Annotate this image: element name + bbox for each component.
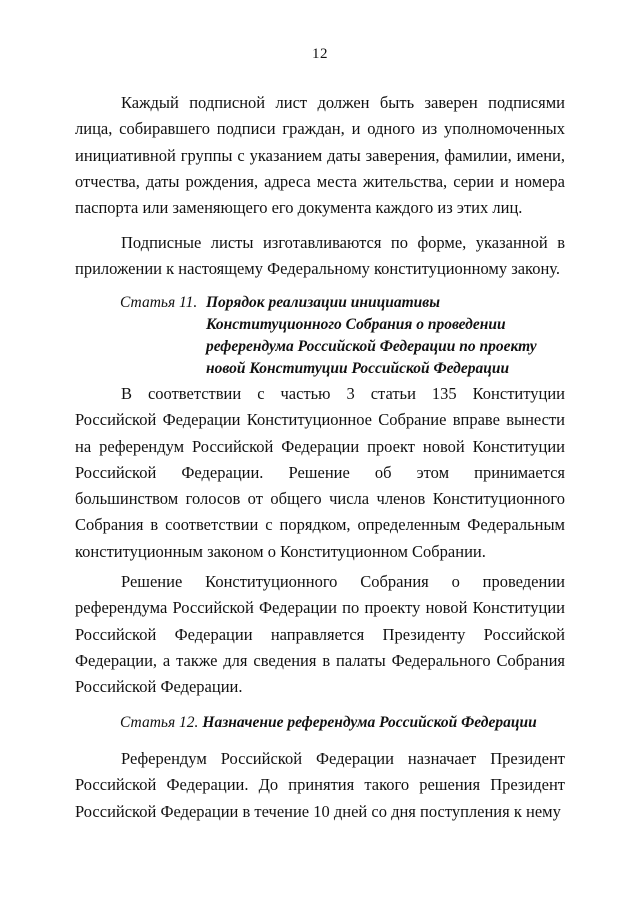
paragraph-signature-sheet-form: Подписные листы изготавливаются по форме, указанной в приложении к настоящему Федеральному конституционному закону.	[75, 233, 565, 279]
paragraph-decision-sent-to-president: Решение Конституционного Собрания о проведении референдума Российской Федерации по проекту новой Конституции Российской Федерации направляется Президенту Российской Федерации, а также для сведения в палаты Федерального Собрания Российской Федерации.	[75, 572, 565, 697]
article-12-heading	[120, 712, 537, 734]
paragraph-president-appoints-referendum: Референдум Российской Федерации назначает Президент Российской Федерации. До принятия такого решения Президент Российской Федерации в течение 10 дней со дня поступления к нему	[75, 749, 565, 821]
article-12-label: Статья 12.	[120, 714, 199, 731]
article-11-heading	[120, 292, 546, 380]
paragraph-signature-sheet-certification: Каждый подписной лист должен быть заверен подписями лица, собиравшего подписи граждан, и одного из уполномоченных инициативной группы с указанием даты заверения, фамилии, имени, отчества, даты рождения, адреса места жительства, серии и номера паспорта или заменяющего его документа каждого из этих лиц.	[75, 93, 565, 218]
paragraph-constitutional-assembly-right: В соответствии с частью 3 статьи 135 Конституции Российской Федерации Конституционное Собрание вправе вынести на референдум Российской Федерации проект новой Конституции Российской Федерации. Решение об этом принимается большинством голосов от общего числа членов Конституционного Собрания в соответствии с порядком, определенным Федеральным конституционным законом о Конституционном Собрании.	[75, 384, 565, 561]
article-11-title: Порядок реализации инициативы Конституционного Собрания о проведении референдума Российской Федерации по проекту новой Конституции Российской Федерации	[206, 294, 537, 377]
page-number: 12	[312, 46, 328, 62]
article-11-label: Статья 11.	[120, 294, 198, 311]
article-12-title: Назначение референдума Российской Федерации	[202, 714, 537, 731]
